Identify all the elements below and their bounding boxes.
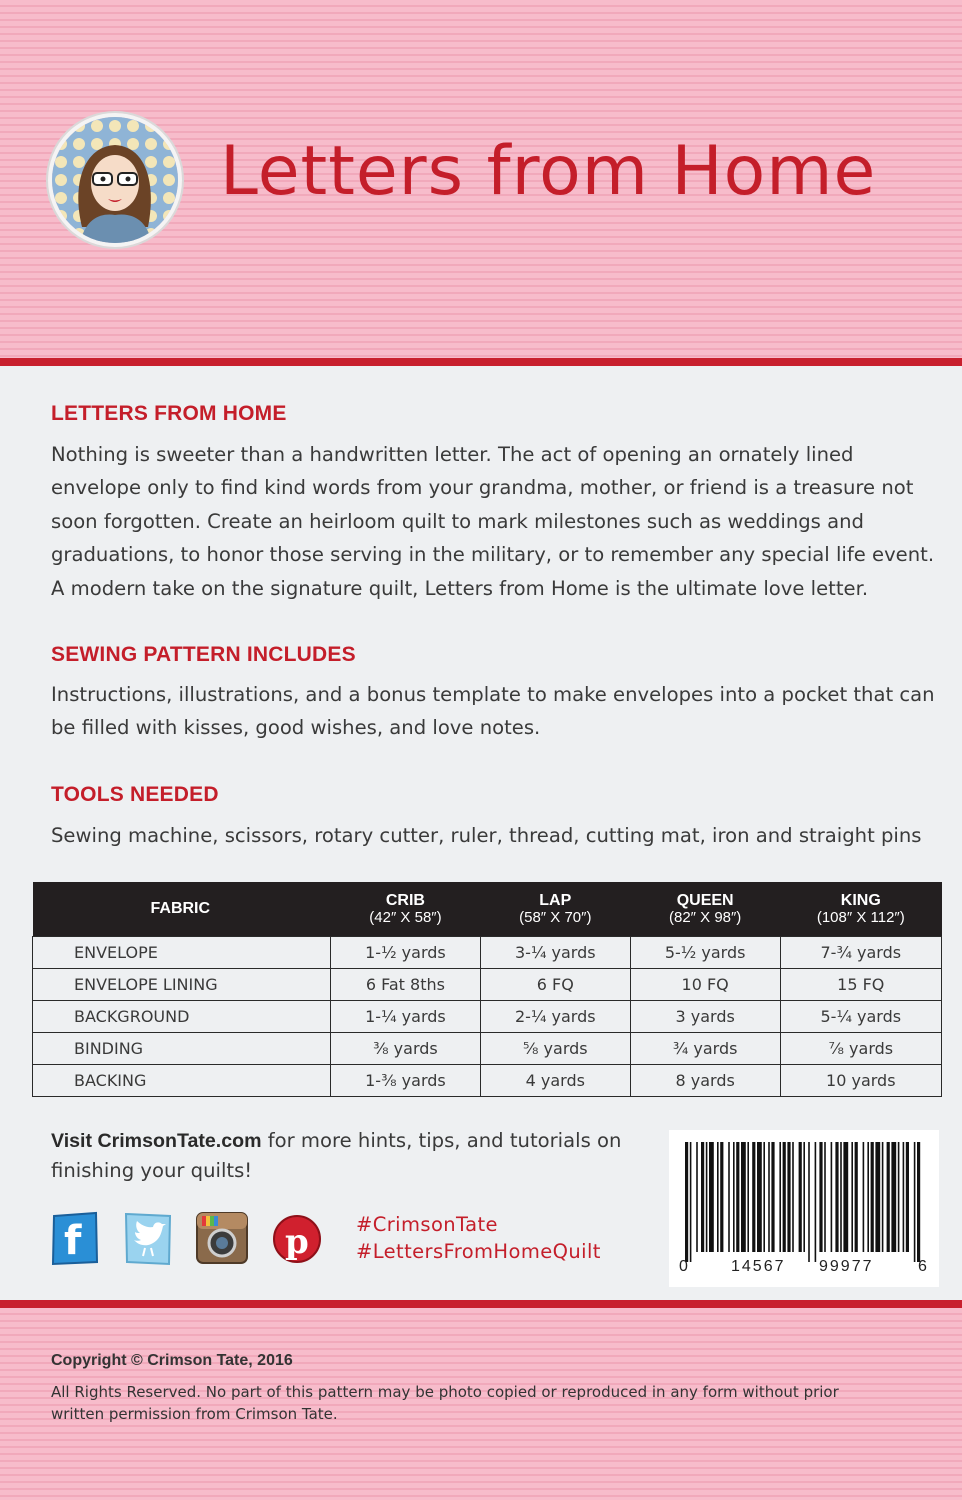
barcode-bar — [867, 1142, 869, 1252]
rights-line: All Rights Reserved. No part of this pattern may be photo copied or reproduced in any form without prior — [51, 1383, 839, 1401]
header-divider — [0, 358, 962, 366]
instagram-icon[interactable] — [194, 1210, 244, 1266]
barcode-bar — [843, 1142, 848, 1252]
body-line: soon forgotten. Create an heirloom quilt to mark milestones such as weddings and — [51, 509, 864, 533]
table-cell: ¾ yards — [630, 1032, 780, 1064]
barcode-bar — [835, 1142, 838, 1252]
barcode-bar — [706, 1142, 708, 1252]
barcode-digit: 14567 — [731, 1258, 786, 1275]
table-cell: 5-½ yards — [630, 936, 780, 968]
barcode-bar — [757, 1142, 762, 1252]
twitter-icon[interactable] — [123, 1210, 173, 1266]
table-cell: 3 yards — [630, 1000, 780, 1032]
barcode-bar — [887, 1142, 890, 1252]
barcode-bar — [717, 1142, 719, 1252]
table-cell: ⁷⁄₈ yards — [780, 1032, 941, 1064]
barcode-bar — [799, 1142, 802, 1252]
barcode-bar — [783, 1142, 786, 1252]
table-cell: BACKGROUND — [33, 1000, 331, 1032]
barcode-bar — [906, 1142, 909, 1252]
table-cell: ³⁄₈ yards — [331, 1032, 481, 1064]
hashtag-brand: #CrimsonTate — [356, 1213, 498, 1236]
table-cell: BINDING — [33, 1032, 331, 1064]
column-header-lap: LAP (58″ X 70″) — [480, 882, 630, 936]
table-cell: 5-¼ yards — [780, 1000, 941, 1032]
website-note — [51, 1126, 651, 1185]
barcode-digit: 0 — [679, 1258, 688, 1275]
barcode-bar — [871, 1142, 874, 1252]
fabric-requirements-table — [32, 882, 942, 1097]
barcode-bar — [792, 1142, 794, 1252]
rights-text — [51, 1381, 931, 1425]
barcode-bar — [787, 1142, 790, 1252]
column-header-fabric: FABRIC — [33, 882, 331, 936]
table-row — [33, 936, 942, 968]
website-link[interactable]: Visit CrimsonTate.com — [51, 1130, 262, 1152]
barcode-bar — [741, 1142, 746, 1252]
body-line: be filled with kisses, good wishes, and love notes. — [51, 716, 541, 740]
barcode-bar — [891, 1142, 896, 1252]
pinterest-icon[interactable] — [270, 1210, 320, 1266]
barcode-bar — [752, 1142, 755, 1252]
barcode-bar — [733, 1142, 735, 1252]
section-heading-tools: TOOLS NEEDED — [51, 783, 219, 806]
column-header-crib: CRIB (42″ X 58″) — [331, 882, 481, 936]
section-body-includes — [51, 678, 935, 745]
barcode-bar — [914, 1142, 916, 1262]
barcode-bar — [728, 1142, 730, 1252]
table-cell: 7-¾ yards — [780, 936, 941, 968]
table-cell: 10 FQ — [630, 968, 780, 1000]
barcode-bar — [747, 1142, 749, 1252]
barcode-bar — [690, 1142, 692, 1262]
table-cell: 6 Fat 8ths — [331, 968, 481, 1000]
footer-divider — [0, 1300, 962, 1308]
barcode-bar — [720, 1142, 723, 1252]
table-row — [33, 1032, 942, 1064]
body-line: Instructions, illustrations, and a bonus template to make envelopes into a pocket that can — [51, 683, 935, 706]
column-header-king: KING (108″ X 112″) — [780, 882, 941, 936]
table-row — [33, 1064, 942, 1096]
barcode-bar — [701, 1142, 704, 1252]
barcode-bar — [779, 1142, 781, 1252]
copyright-text: Copyright © Crimson Tate, 2016 — [51, 1352, 293, 1369]
table-cell: 2-¼ yards — [480, 1000, 630, 1032]
table-cell: 10 yards — [780, 1064, 941, 1096]
barcode-bar — [851, 1142, 853, 1252]
barcode-bar — [824, 1142, 826, 1252]
table-cell: 1-¼ yards — [331, 1000, 481, 1032]
table-cell: 6 FQ — [480, 968, 630, 1000]
body-line: A modern take on the signature quilt, Letters from Home is the ultimate love letter. — [51, 576, 869, 600]
column-header-queen: QUEEN (82″ X 98″) — [630, 882, 780, 936]
barcode-bar — [768, 1142, 770, 1252]
svg-text:p: p — [285, 1222, 309, 1262]
table-cell: ENVELOPE LINING — [33, 968, 331, 1000]
barcode-bar — [863, 1142, 865, 1252]
page-title: Letters from Home — [220, 132, 877, 211]
barcode-digit: 6 — [918, 1258, 927, 1275]
barcode-bar — [696, 1142, 698, 1252]
barcode-bar — [736, 1142, 739, 1252]
table-cell: ⁵⁄₈ yards — [480, 1032, 630, 1064]
table-cell: 15 FQ — [780, 968, 941, 1000]
rights-line: written permission from Crimson Tate. — [51, 1405, 338, 1423]
table-cell: 3-¼ yards — [480, 936, 630, 968]
barcode-bar — [840, 1142, 842, 1252]
hashtag-quilt: #LettersFromHomeQuilt — [356, 1240, 601, 1263]
table-cell: 8 yards — [630, 1064, 780, 1096]
barcode — [669, 1130, 939, 1287]
barcode-bar — [898, 1142, 900, 1252]
barcode-bar — [882, 1142, 884, 1252]
svg-text:f: f — [64, 1218, 82, 1264]
barcode-bar — [709, 1142, 714, 1252]
barcode-bar — [771, 1142, 774, 1252]
barcode-bar — [831, 1142, 833, 1252]
section-body-letters — [51, 438, 935, 605]
section-body-tools — [51, 819, 921, 852]
facebook-icon[interactable] — [50, 1210, 100, 1266]
table-header-row — [33, 882, 942, 936]
table-cell: 1-½ yards — [331, 936, 481, 968]
table-row — [33, 1000, 942, 1032]
body-line: Sewing machine, scissors, rotary cutter, ruler, thread, cutting mat, iron and straight pins — [51, 824, 922, 847]
barcode-bar — [875, 1142, 880, 1252]
table-cell: ENVELOPE — [33, 936, 331, 968]
body-line: envelope only to find kind words from your grandma, mother, or friend is a treasure not — [51, 476, 914, 500]
barcode-bar — [685, 1142, 688, 1262]
section-heading-letters: LETTERS FROM HOME — [51, 402, 287, 425]
table-cell: BACKING — [33, 1064, 331, 1096]
barcode-bar — [803, 1142, 805, 1252]
table-cell: 1-³⁄₈ yards — [331, 1064, 481, 1096]
website-note-text: for more hints, tips, and tutorials on finishing your quilts! — [51, 1129, 622, 1182]
barcode-bar — [903, 1142, 905, 1252]
table-cell: 4 yards — [480, 1064, 630, 1096]
barcode-bar — [819, 1142, 822, 1252]
barcode-bar — [917, 1142, 920, 1262]
barcode-bar — [763, 1142, 765, 1252]
barcode-bar — [808, 1142, 810, 1262]
barcode-digit: 99977 — [819, 1258, 874, 1275]
barcode-bar — [815, 1142, 817, 1262]
barcode-bar — [855, 1142, 858, 1252]
section-heading-includes: SEWING PATTERN INCLUDES — [51, 643, 356, 666]
designer-avatar — [48, 113, 182, 247]
body-line: graduations, to honor those serving in the military, or to remember any special life event. — [51, 543, 935, 567]
table-row — [33, 968, 942, 1000]
body-line: Nothing is sweeter than a handwritten letter. The act of opening an ornately lined — [51, 443, 854, 466]
